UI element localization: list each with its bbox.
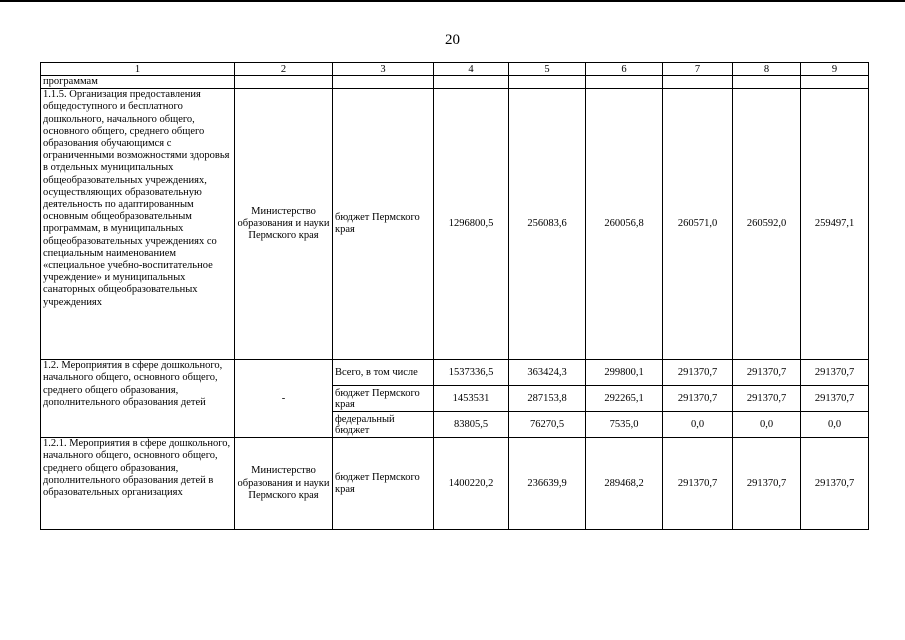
activity-name: 1.2. Мероприятия в сфере дошкольного, начального общего, основного общего, среднего общего образования, дополнительного образования детей (41, 360, 235, 438)
value-cell: 0,0 (733, 412, 801, 438)
value-cell: 76270,5 (509, 412, 586, 438)
program-table (40, 62, 869, 530)
activity-name: 1.2.1. Мероприятия в сфере дошкольного, начального общего, основного общего, среднего общего образования, дополнительного образования детей в образовательных организациях (41, 438, 235, 530)
value-cell: 363424,3 (509, 360, 586, 386)
value-cell: 291370,7 (663, 386, 733, 412)
value-cell: 0,0 (801, 412, 869, 438)
funding-source: бюджет Пермского края (333, 89, 434, 360)
value-cell: 291370,7 (663, 360, 733, 386)
col-header: 3 (333, 63, 434, 76)
value-cell: 291370,7 (801, 360, 869, 386)
table-row (41, 438, 869, 530)
page-top-border (0, 0, 905, 2)
table-row (41, 360, 869, 386)
value-cell: 1400220,2 (434, 438, 509, 530)
value-cell: 299800,1 (586, 360, 663, 386)
table-row (41, 89, 869, 360)
value-cell: 1453531 (434, 386, 509, 412)
value-cell: 291370,7 (733, 438, 801, 530)
value-cell: 256083,6 (509, 89, 586, 360)
value-cell: 289468,2 (586, 438, 663, 530)
column-number-row (41, 63, 869, 76)
funding-source: федеральный бюджет (333, 412, 434, 438)
value-cell: 291370,7 (801, 386, 869, 412)
col-header: 6 (586, 63, 663, 76)
executor-cell: - (235, 360, 333, 438)
funding-source: бюджет Пермского края (333, 438, 434, 530)
value-cell: 7535,0 (586, 412, 663, 438)
value-cell: 83805,5 (434, 412, 509, 438)
value-cell: 1296800,5 (434, 89, 509, 360)
value-cell: 291370,7 (733, 360, 801, 386)
value-cell: 291370,7 (733, 386, 801, 412)
funding-source: бюджет Пермского края (333, 386, 434, 412)
value-cell: 260592,0 (733, 89, 801, 360)
value-cell: 291370,7 (801, 438, 869, 530)
col-header: 1 (41, 63, 235, 76)
col-header: 2 (235, 63, 333, 76)
value-cell: 236639,9 (509, 438, 586, 530)
value-cell: 1537336,5 (434, 360, 509, 386)
value-cell: 260056,8 (586, 89, 663, 360)
value-cell: 259497,1 (801, 89, 869, 360)
value-cell: 292265,1 (586, 386, 663, 412)
value-cell: 260571,0 (663, 89, 733, 360)
executor-cell: Министерство образования и науки Пермского края (235, 89, 333, 360)
activity-name: программам (41, 76, 235, 89)
value-cell: 287153,8 (509, 386, 586, 412)
col-header: 9 (801, 63, 869, 76)
funding-source: Всего, в том числе (333, 360, 434, 386)
col-header: 4 (434, 63, 509, 76)
table-row (41, 76, 869, 89)
value-cell: 291370,7 (663, 438, 733, 530)
col-header: 8 (733, 63, 801, 76)
col-header: 7 (663, 63, 733, 76)
executor-cell: Министерство образования и науки Пермского края (235, 438, 333, 530)
page-number: 20 (445, 32, 460, 48)
activity-name: 1.1.5. Организация предоставления общедоступного и бесплатного дошкольного, начального общего, основного общего, среднего общего образования обучающимся с ограниченными возможностями здоровья в отдельных муниципальных общеобразовательных учреждениях, осуществляющих образовательную деятельность по адаптированным основным общеобразовательным программам, в муниципальных общеобразовательных учреждениях со специальным наименованием «специальное учебно-воспитательное учреждение» и муниципальных санаторных общеобразовательных учреждениях (41, 89, 235, 360)
value-cell: 0,0 (663, 412, 733, 438)
col-header: 5 (509, 63, 586, 76)
